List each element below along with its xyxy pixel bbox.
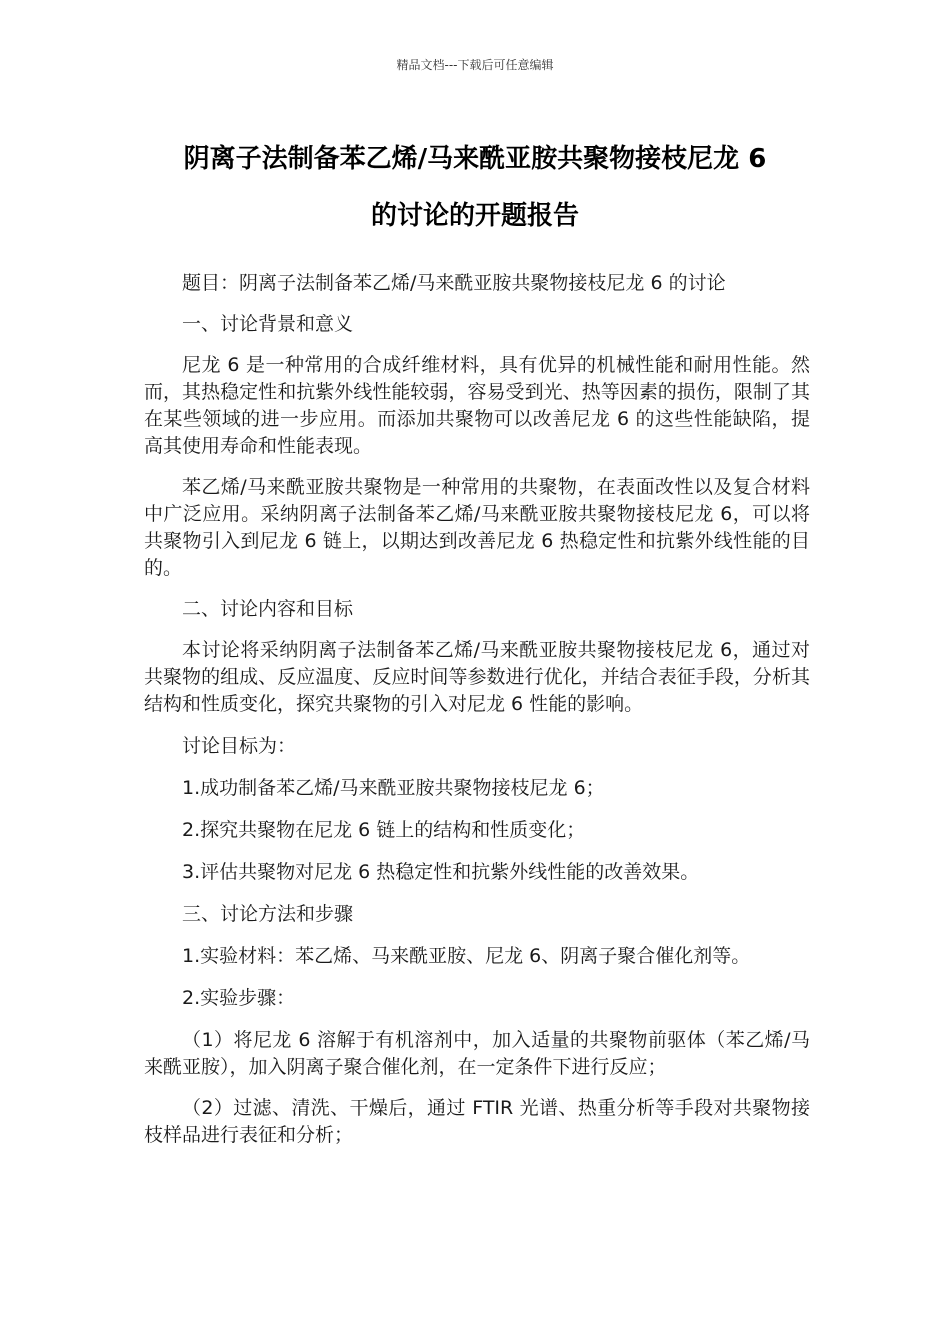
methods-materials: 1.实验材料：苯乙烯、马来酰亚胺、尼龙 6、阴离子聚合催化剂等。 (182, 945, 751, 967)
goal-item-3: 3.评估共聚物对尼龙 6 热稳定性和抗紫外线性能的改善效果。 (182, 861, 700, 883)
methods-step-1: （1）将尼龙 6 溶解于有机溶剂中，加入适量的共聚物前驱体（苯乙烯/马来酰亚胺），加入阴离子聚合催化剂，在一定条件下进行反应； (144, 1029, 810, 1078)
paragraph-background-2: 苯乙烯/马来酰亚胺共聚物是一种常用的共聚物，在表面改性以及复合材料中广泛应用。采纳阴离子法制备苯乙烯/马来酰亚胺共聚物接枝尼龙 6，可以将共聚物引入到尼龙 6 链上，以期达到改善尼龙 6 热稳定性和抗紫外线性能的目的。 (144, 476, 810, 579)
paragraph-content: 本讨论将采纳阴离子法制备苯乙烯/马来酰亚胺共聚物接枝尼龙 6，通过对共聚物的组成、反应温度、反应时间等参数进行优化，并结合表征手段，分析其结构和性质变化，探究共聚物的引入对尼龙 6 性能的影响。 (144, 639, 810, 715)
methods-step-2: （2）过滤、清洗、干燥后，通过 FTIR 光谱、热重分析等手段对共聚物接枝样品进行表征和分析； (144, 1097, 810, 1146)
goal-item-1: 1.成功制备苯乙烯/马来酰亚胺共聚物接枝尼龙 6； (182, 777, 605, 799)
section-heading-methods: 三、讨论方法和步骤 (182, 903, 354, 925)
document-body (144, 270, 810, 1149)
section-heading-background: 一、讨论背景和意义 (182, 313, 354, 335)
document-title-line-2: 的讨论的开题报告 (370, 201, 579, 231)
header-note: 精品文档---下载后可任意编辑 (396, 58, 554, 72)
document-title-line-1: 阴离子法制备苯乙烯/马来酰亚胺共聚物接枝尼龙 6 (183, 144, 767, 174)
paragraph-background-1: 尼龙 6 是一种常用的合成纤维材料，具有优异的机械性能和耐用性能。然而，其热稳定性和抗紫外线性能较弱，容易受到光、热等因素的损伤，限制了其在某些领域的进一步应用。而添加共聚物可以改善尼龙 6 的这些性能缺陷，提高其使用寿命和性能表现。 (144, 354, 810, 457)
topic-line: 题目：阴离子法制备苯乙烯/马来酰亚胺共聚物接枝尼龙 6 的讨论 (182, 272, 726, 294)
section-heading-content: 二、讨论内容和目标 (182, 598, 354, 620)
goals-intro: 讨论目标为： (182, 735, 297, 757)
goal-item-2: 2.探究共聚物在尼龙 6 链上的结构和性质变化； (182, 819, 586, 841)
methods-steps-heading: 2.实验步骤： (182, 987, 296, 1009)
